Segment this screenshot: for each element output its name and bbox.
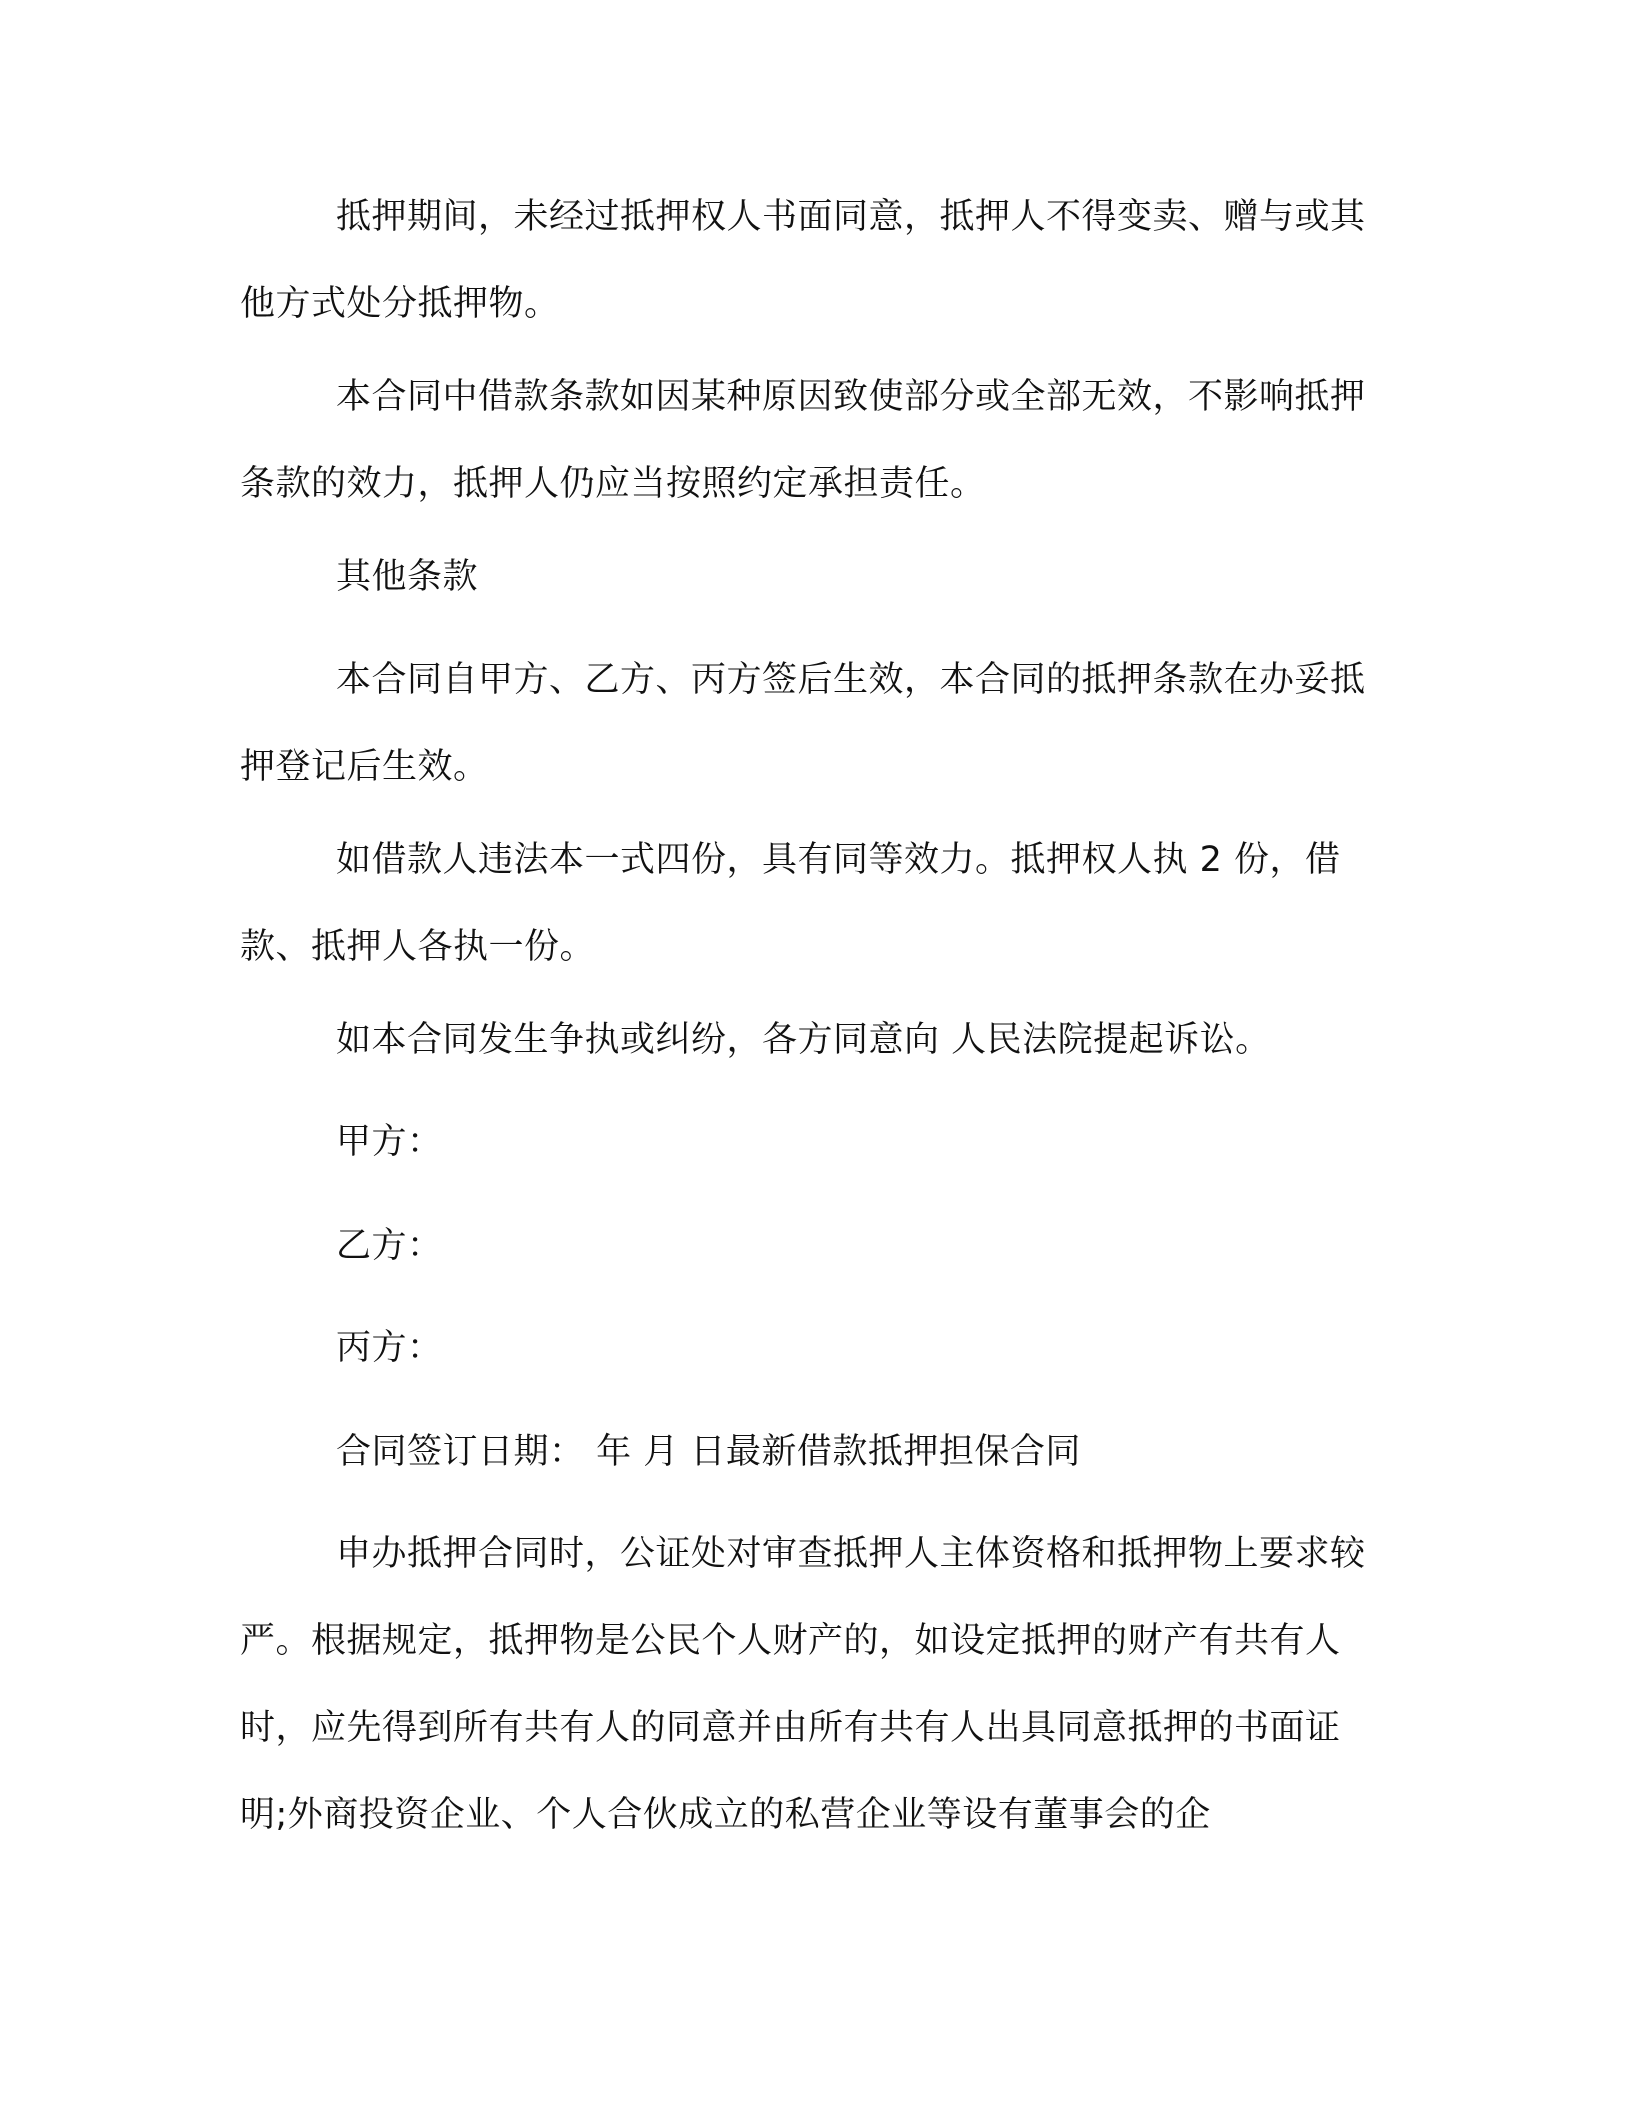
- paragraph-notary-requirements: 申办抵押合同时，公证处对审查抵押人主体资格和抵押物上要求较严。根据规定，抵押物是公民个人财产的，如设定抵押的财产有共有人时，应先得到所有共有人的同意并由所有共有人出具同意抵押的书面证明;外商投资企业、个人合伙成立的私营企业等设有董事会的企: [240, 1534, 1366, 1835]
- paragraph-dispute: 如本合同发生争执或纠纷，各方同意向 人民法院提起诉讼。: [336, 1020, 1271, 1060]
- paragraph-mortgage-period: 抵押期间，未经过抵押权人书面同意，抵押人不得变卖、赠与或其他方式处分抵押物。: [240, 197, 1366, 324]
- paragraph-effective-date: 本合同自甲方、乙方、丙方签后生效，本合同的抵押条款在办妥抵押登记后生效。: [240, 660, 1366, 787]
- paragraph-loan-clause-validity: 本合同中借款条款如因某种原因致使部分或全部无效，不影响抵押条款的效力，抵押人仍应当按照约定承担责任。: [240, 377, 1366, 504]
- party-a-label: 甲方：: [336, 1122, 443, 1162]
- party-b-label: 乙方：: [336, 1226, 443, 1266]
- party-c-label: 丙方：: [336, 1328, 443, 1368]
- signing-date-and-title: 合同签订日期： 年 月 日最新借款抵押担保合同: [336, 1432, 1081, 1472]
- paragraph-copies: 如借款人违法本一式四份，具有同等效力。抵押权人执 2 份，借款、抵押人各执一份。: [240, 840, 1341, 967]
- heading-other-clauses: 其他条款: [336, 557, 479, 597]
